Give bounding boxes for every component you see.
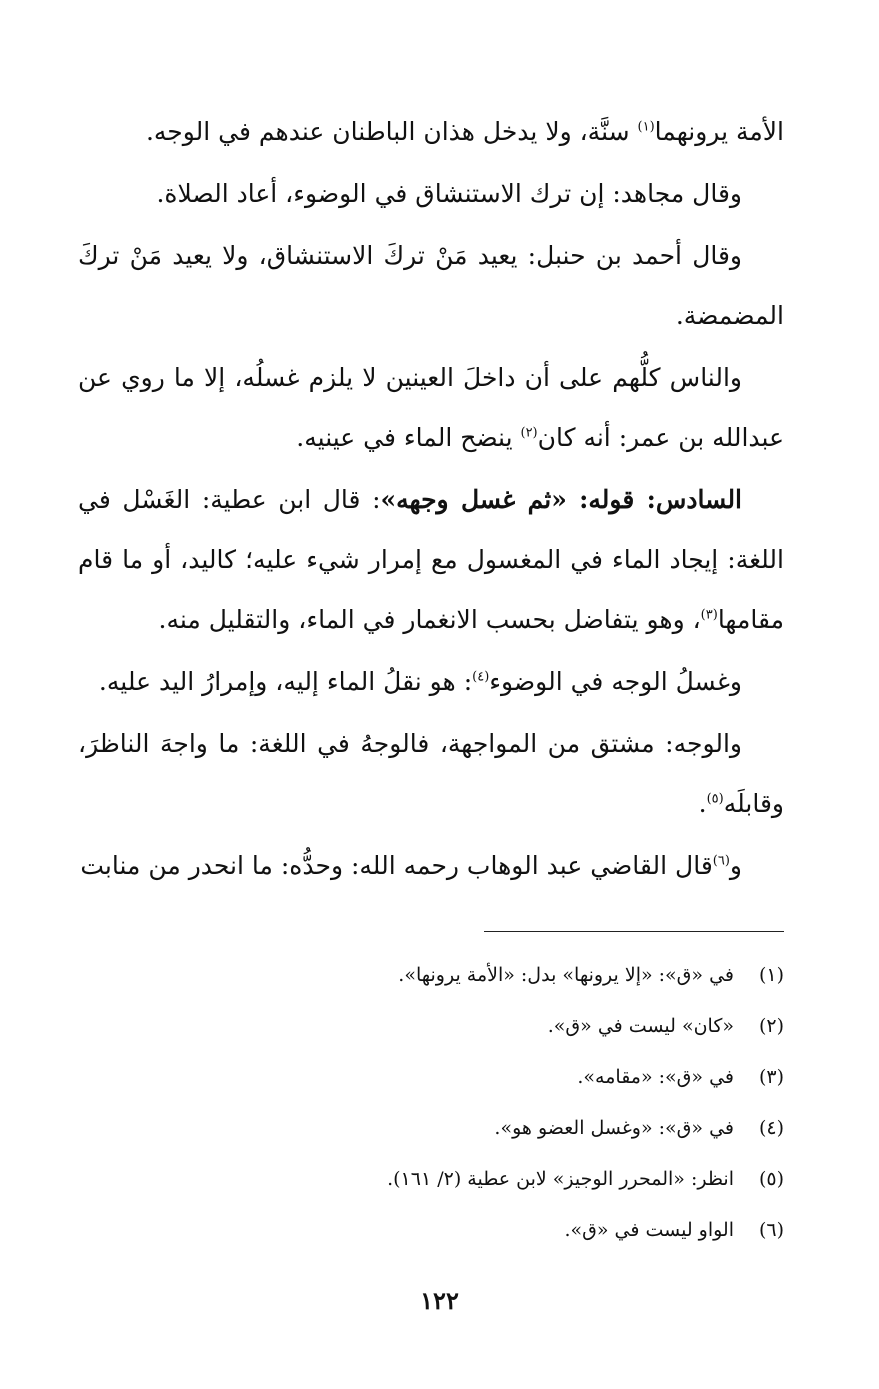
- paragraph-text: وقال مجاهد: إن ترك الاستنشاق في الوضوء، أعاد الصلاة.: [156, 179, 742, 208]
- footnote: [200, 1205, 784, 1256]
- footnote-text: «كان» ليست في «ق».: [547, 1015, 734, 1037]
- footnote: [200, 1001, 784, 1052]
- footnote-reference: (٤): [472, 669, 490, 685]
- paragraph-text: وغسلُ الوجه في الوضوء: [489, 667, 742, 696]
- paragraph-text: ينضح الماء في عينيه.: [296, 423, 521, 452]
- paragraph: [78, 164, 784, 224]
- footnote-reference: (٢): [520, 425, 538, 441]
- footnote-reference: (٣): [700, 607, 718, 623]
- paragraph: [78, 652, 784, 712]
- paragraph: [78, 102, 784, 162]
- footnote-reference: (٥): [706, 791, 724, 807]
- paragraph-text: : قال ابن عطية: الغَسْل في اللغة: إيجاد الماء في المغسول مع إمرار شيء عليه؛ كاليد، أو ما قام مقامها: [78, 485, 784, 634]
- footnote: [200, 1052, 784, 1103]
- main-text: [78, 102, 784, 898]
- footnote: [200, 950, 784, 1001]
- paragraph-text: والناس كلُّهم على أن داخلَ العينين لا يلزم غسلُه، إلا ما روي عن عبدالله بن عمر: أنه كان: [78, 363, 784, 452]
- paragraph-text: قال القاضي عبد الوهاب رحمه الله: وحدُّه: ما انحدر من منابت: [80, 851, 713, 880]
- footnote-number: (٢): [758, 1015, 784, 1037]
- footnote-reference: (٦): [712, 853, 730, 869]
- paragraph-text: : هو نقلُ الماء إليه، وإمرارُ اليد عليه.: [98, 667, 473, 696]
- footnotes: [200, 950, 784, 1256]
- footnote-number: (١): [758, 964, 784, 986]
- paragraph: [78, 470, 784, 650]
- footnote-number: (٥): [758, 1168, 784, 1190]
- footnote: [200, 1154, 784, 1205]
- footnote-number: (٤): [758, 1117, 784, 1139]
- paragraph: [78, 226, 784, 346]
- paragraph-text: سنَّة، ولا يدخل هذان الباطنان عندهم في الوجه.: [145, 117, 638, 146]
- footnote-number: (٦): [758, 1219, 784, 1241]
- footnote-text: انظر: «المحرر الوجيز» لابن عطية (٢/ ١٦١).: [387, 1168, 734, 1190]
- footnote-text: في «ق»: «مقامه».: [577, 1066, 734, 1088]
- bold-heading-text: السادس: قوله: «ثم غسل وجهه»: [380, 485, 743, 514]
- footnote-text: في «ق»: «إلا يرونها» بدل: «الأمة يرونها».: [398, 964, 734, 986]
- paragraph: [78, 836, 784, 896]
- paragraph-text: والوجه: مشتق من المواجهة، فالوجهُ في اللغة: ما واجهَ الناظرَ، وقابلَه: [78, 729, 784, 818]
- footnote-text: الواو ليست في «ق».: [564, 1219, 734, 1241]
- page-number: ١٢٢: [420, 1286, 459, 1315]
- paragraph-text: .: [698, 789, 707, 818]
- paragraph: [78, 714, 784, 834]
- footnote-separator: [484, 931, 784, 932]
- footnote-text: في «ق»: «وغسل العضو هو».: [494, 1117, 734, 1139]
- footnote-reference: (١): [637, 119, 655, 135]
- paragraph: [78, 348, 784, 468]
- footnote: [200, 1103, 784, 1154]
- footnote-number: (٣): [758, 1066, 784, 1088]
- paragraph-text: ، وهو يتفاضل بحسب الانغمار في الماء، والتقليل منه.: [158, 605, 701, 634]
- paragraph-text: وقال أحمد بن حنبل: يعيد مَنْ تركَ الاستنشاق، ولا يعيد مَنْ تركَ المضمضة.: [78, 241, 784, 330]
- paragraph-text: و: [729, 851, 742, 880]
- paragraph-text: الأمة يرونهما: [654, 117, 784, 146]
